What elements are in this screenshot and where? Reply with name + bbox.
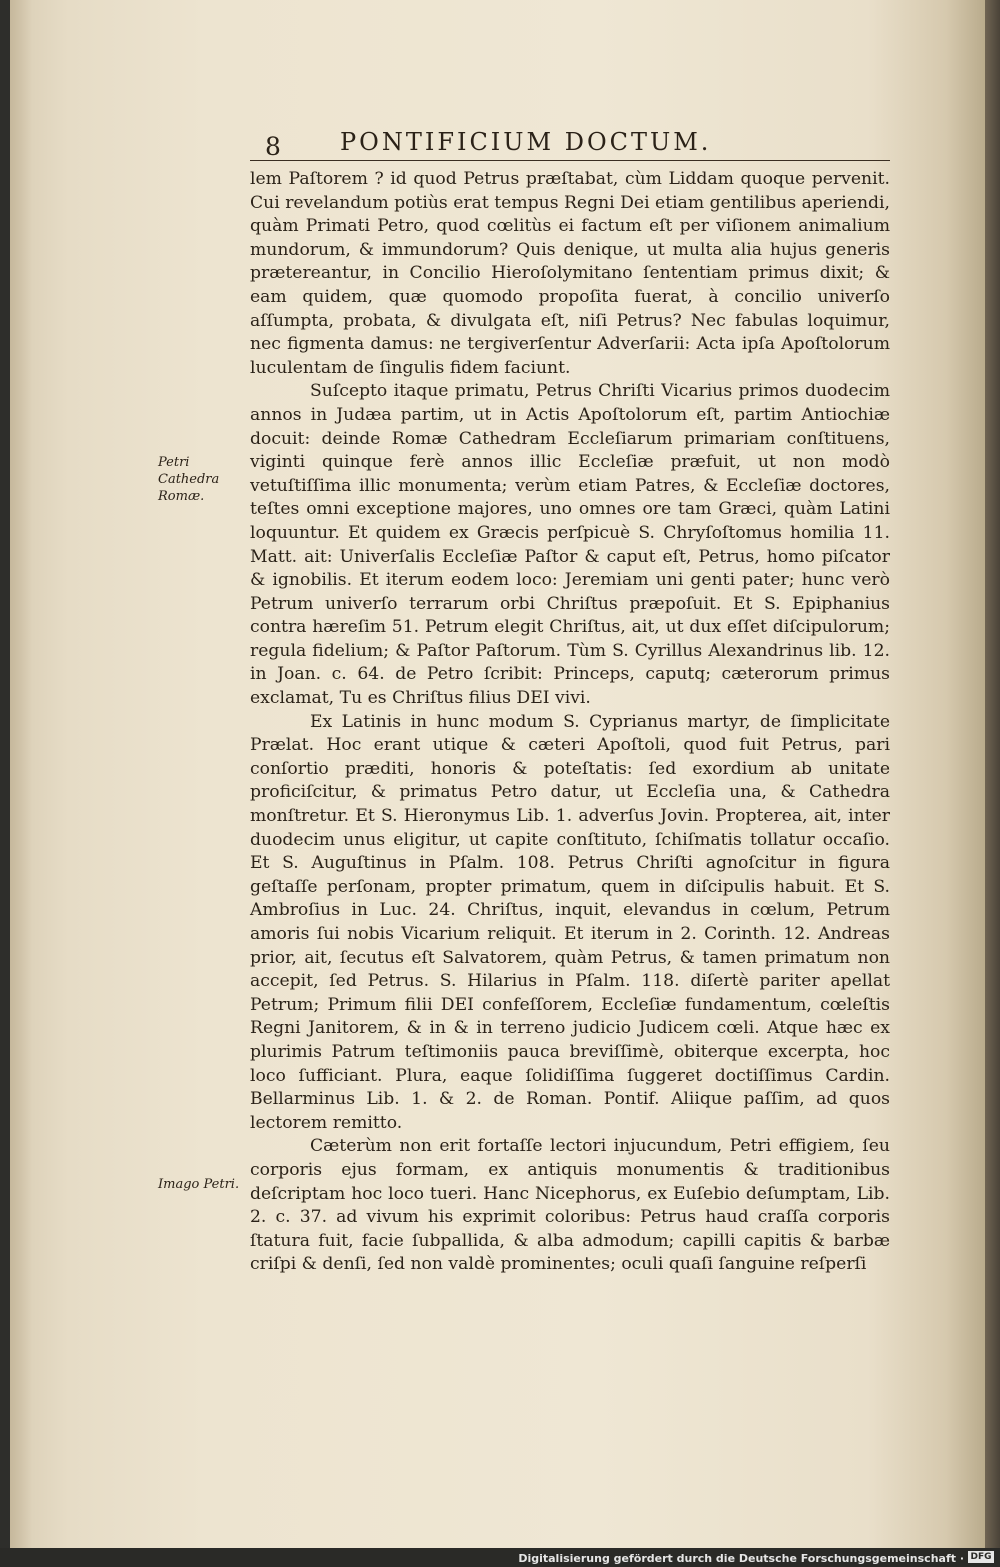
page-number: 8 xyxy=(265,132,281,161)
body-text xyxy=(250,168,890,1277)
header-rule xyxy=(250,160,890,161)
paragraph: Suſcepto itaque primatu, Petrus Chriſti Vicarius primos duodecim annos in Judæa partim, ut in Actis Apoſtolorum eſt, partim Antiochiæ docuit: deinde Romæ Cathedram Eccleſiarum primariam conſtituens, viginti quinque ferè annos illic Eccleſiæ præfuit, ut non modò vetuſtiſſima illic monumenta; verùm etiam Patres, & Eccleſiæ doctores, teſtes omni exceptione majores, uno omnes ore tam Græci, quàm Latini loquuntur. Et quidem ex Græcis perſpicuè S. Chryſoſtomus homilia 11. Matt. ait: Univerſalis Eccleſiæ Paſtor & caput eſt, Petrus, homo piſcator & ignobilis. Et iterum eodem loco: Jeremiam uni genti pater; hunc verò Petrum univerſo terrarum orbi Chriſtus præpoſuit. Et S. Epiphanius contra hæreſim 51. Petrum elegit Chriſtus, ait, ut dux eſſet diſcipulorum; regula fidelium; & Paſtor Paſtorum. Tùm S. Cyrillus Alexandrinus lib. 12. in Joan. c. 64. de Petro ſcribit: Princeps, caputq; cæterorum primus exclamat, Tu es Chriſtus filius DEI vivi. xyxy=(250,381,890,709)
margin-note-imago-petri: Imago Petri. xyxy=(158,1177,240,1192)
dfg-logo: DFG xyxy=(968,1551,994,1563)
book-cover-edge xyxy=(985,0,1000,1548)
paragraph: Cæterùm non erit fortaſſe lectori injucundum, Petri effigiem, ſeu corporis ejus formam, ex antiquis monumentis & traditionibus deſcriptam hoc loco tueri. Hanc Nicephorus, ex Euſebio deſumptam, Lib. 2. c. 37. ad vivum his exprimit coloribus: Petrus haud craſſa corporis ſtatura fuit, facie ſubpallida, & alba admodum; capilli capitis & barbæ criſpi & denſi, ſed non valdè prominentes; oculi quaſi ſanguine reſperſi xyxy=(250,1136,890,1275)
paragraph: Ex Latinis in hunc modum S. Cyprianus martyr, de ſimplicitate Prælat. Hoc erant utique & cæteri Apoſtoli, quod fuit Petrus, pari conſortio præditi, honoris & poteſtatis: ſed exordium ab unitate proficiſcitur, & primatus Petro datur, ut Eccleſia una, & Cathedra monſtretur. Et S. Hieronymus Lib. 1. adverſus Jovin. Propterea, ait, inter duodecim unus eligitur, ut capite conſtituto, ſchiſmatis tollatur occaſio. Et S. Auguſtinus in Pſalm. 108. Petrus Chriſti agnoſcitur in figura geſtaſſe perſonam, propter primatum, quem in diſcipulis habuit. Et S. Ambroſius in Luc. 24. Chriſtus, inquit, elevandus in cœlum, Petrum amoris ſui nobis Vicarium reliquit. Et iterum in 2. Corinth. 12. Andreas prior, ait, ſecutus eſt Salvatorem, quàm Petrus, & tamen primatum non accepit, ſed Petrus. S. Hilarius in Pſalm. 118. diſertè pariter apellat Petrum; Primum filii DEI confeſſorem, Eccleſiæ fundamentum, cœleſtis Regni Janitorem, & in & in terreno judicio Judicem cœli. Atque hæc ex plurimis Patrum teſtimoniis pauca breviſſimè, obiterque excerpta, hoc loco ſufficiant. Plura, eaque ſolidiſſima ſuggeret doctiſſimus Cardin. Bellarminus Lib. 1. & 2. de Roman. Pontif. Aliique paſſim, ad quos lectorem remitto. xyxy=(250,711,890,1133)
running-title: PONTIFICIUM DOCTUM. xyxy=(340,128,712,156)
margin-note-petri-cathedra: Petri Cathedra Romæ. xyxy=(158,455,220,504)
footer-credit: Digitalisierung gefördert durch die Deutsche Forschungsgemeinschaft · xyxy=(518,1552,964,1565)
paragraph: lem Paſtorem ? id quod Petrus præſtabat, cùm Liddam quoque pervenit. Cui revelandum potiùs erat tempus Regni Dei etiam gentilibus aperiendi, quàm Primati Petro, quod cœlitùs ei factum eſt per viſionem animalium mundorum, & immundorum? Quis denique, ut multa alia hujus generis prætereantur, in Concilio Hieroſolymitano ſententiam primus dixit; & eam quidem, quæ quomodo propoſita fuerat, à concilio univerſo aſſumpta, probata, & divulgata eſt, niſi Petrus? Nec fabulas loquimur, nec figmenta damus: ne tergiverſentur Adverſarii: Acta ipſa Apoſtolorum luculentam de ſingulis fidem faciunt. xyxy=(250,169,890,378)
